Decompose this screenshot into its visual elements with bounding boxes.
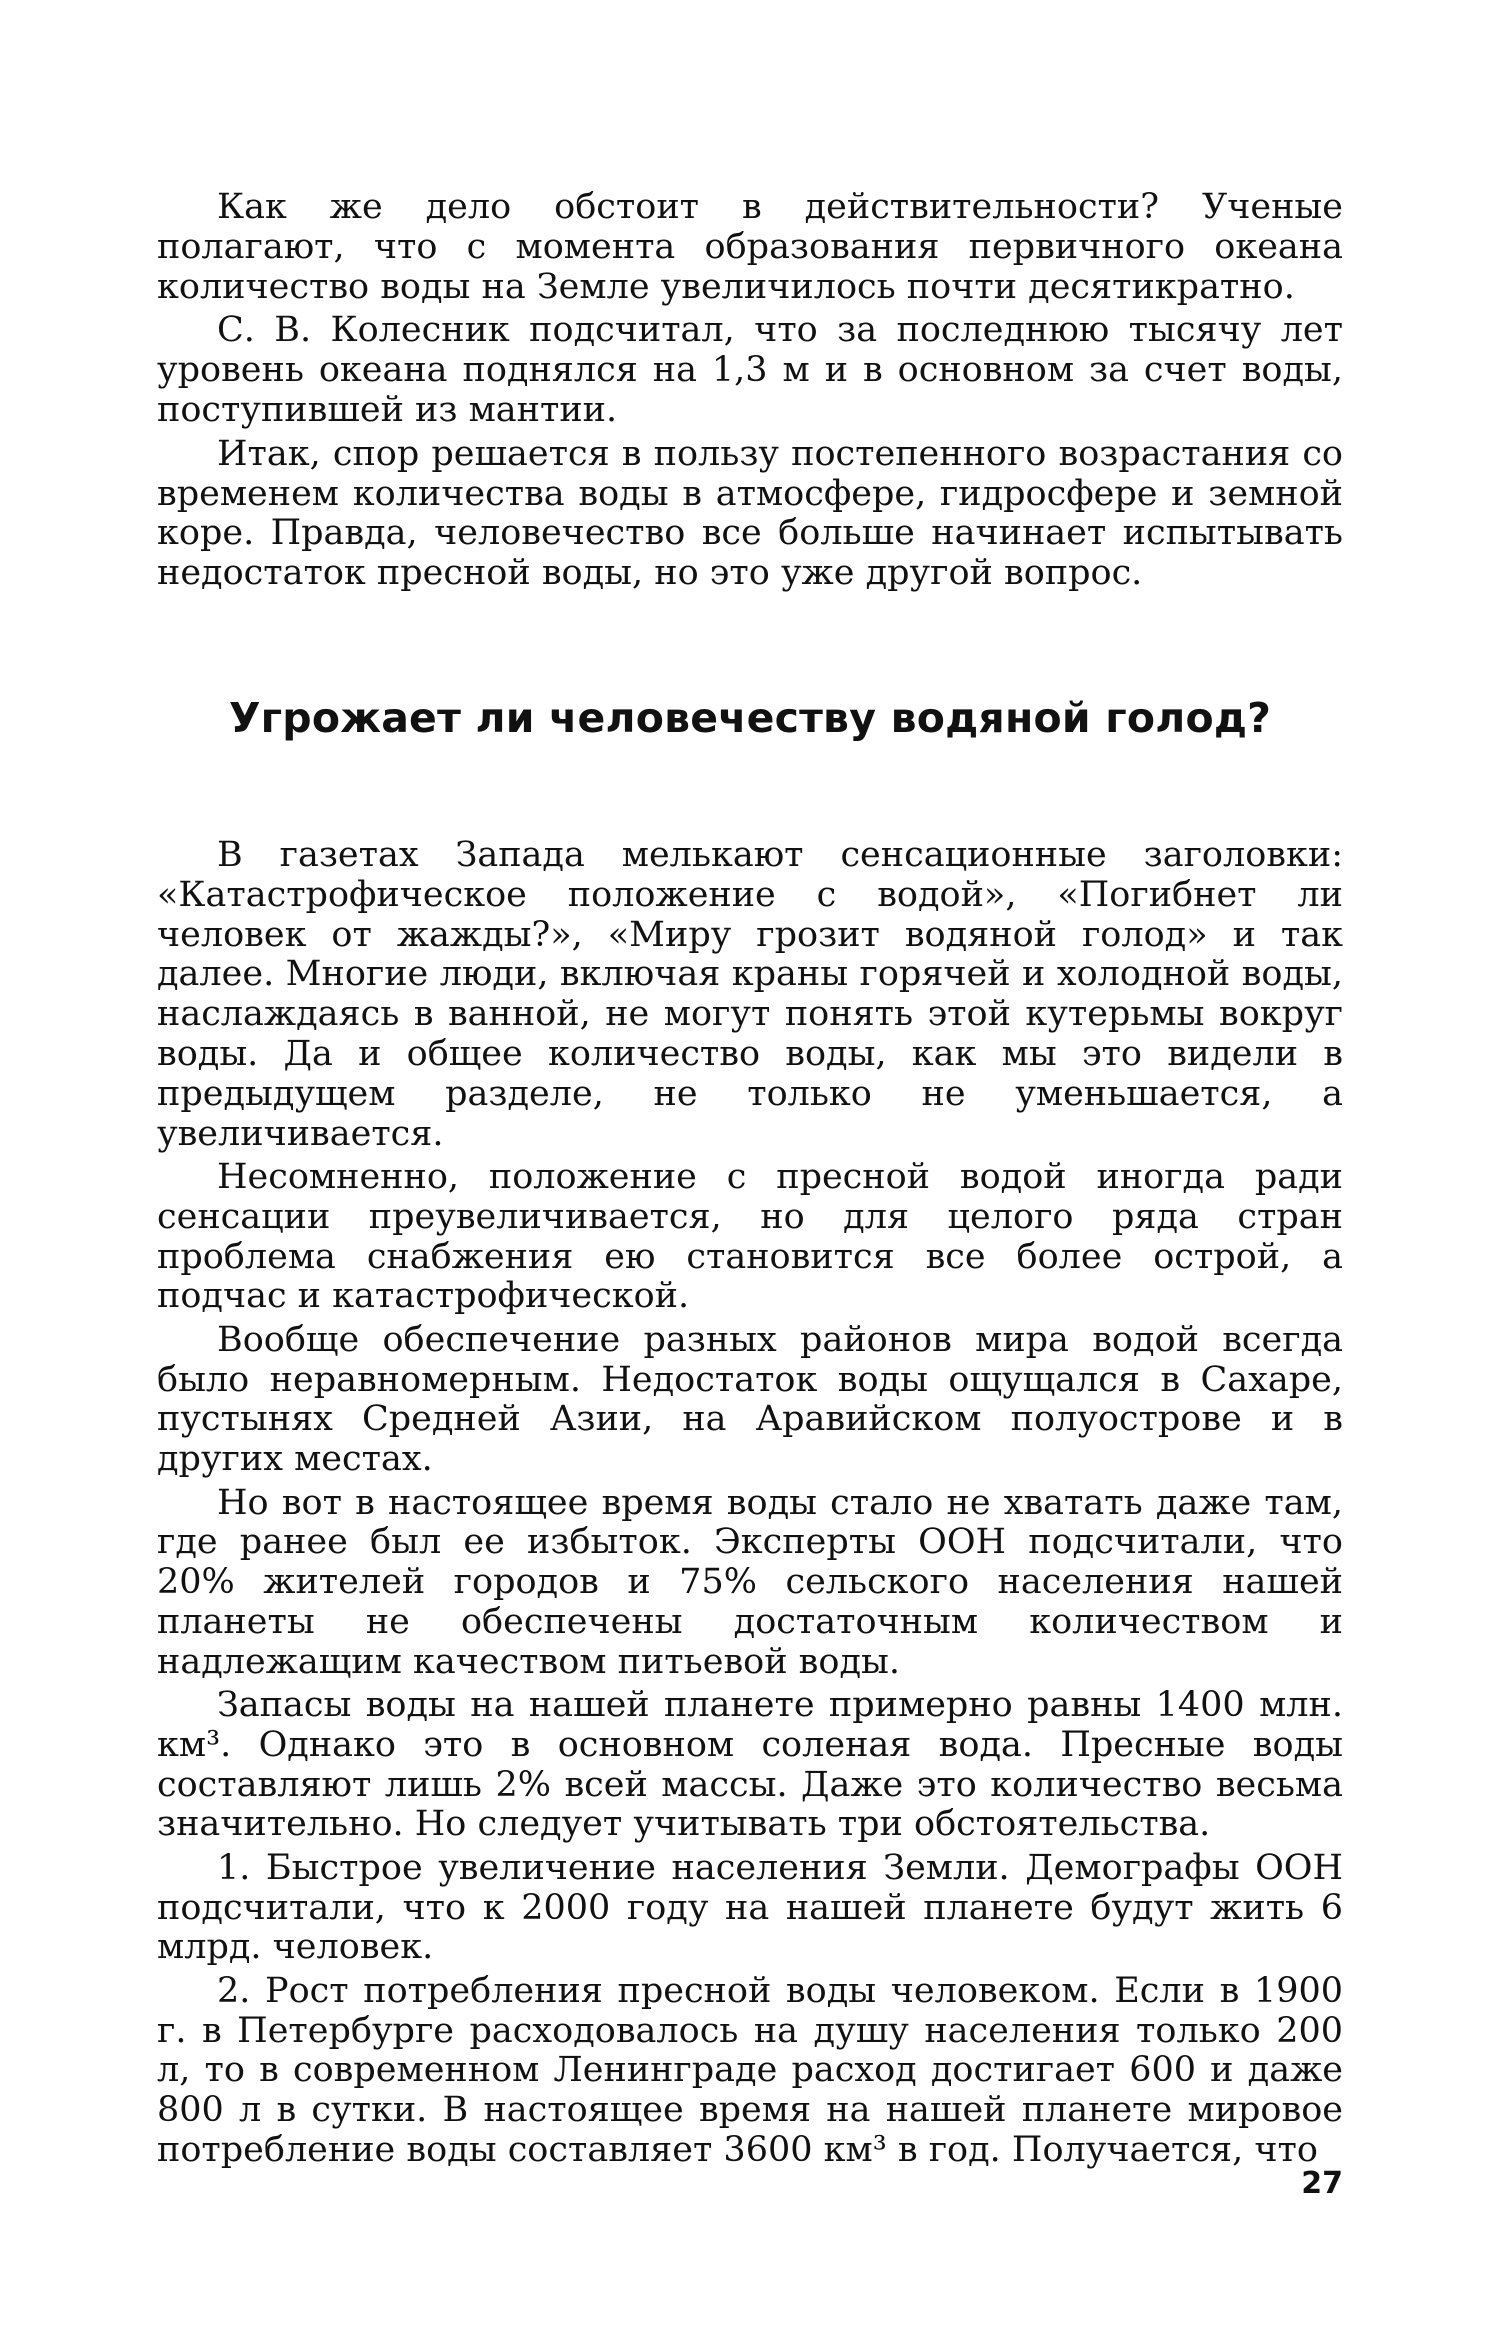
intro-text [157,188,1343,594]
book-page [157,188,1343,2308]
page-number: 27 [1301,2166,1343,2201]
paragraph: Как же дело обстоит в действительности? Ученые полагают, что с момента образования первичного океана количество воды на Земле увеличилось почти десятикратно. [157,187,1343,307]
paragraph: Итак, спор решается в пользу постепенного возрастания со временем количества воды в атмосфере, гидросфере и земной коре. Правда, человечество все больше начинает испытывать недостаток пресной воды, но это уже другой вопрос. [157,433,1343,594]
paragraph: В газетах Запада мелькают сенсационные заголовки: «Катастрофическое положение с водой», «Погибнет ли человек от жажды?», «Миру грозит водяной голод» и так далее. Многие люди, включая краны горячей и холодной воды, наслаждаясь в ванной, не могут понять этой кутерьмы вокруг воды. Да и общее количество воды, как мы это видели в предыдущем разделе, не только не уменьшается, а увеличивается. [157,834,1343,1154]
paragraph: С. В. Колесник подсчитал, что за последнюю тысячу лет уровень океана поднялся на 1,3 м и в основном за счет воды, поступившей из мантии. [157,310,1343,430]
section-title: Угрожает ли человечеству водяной голод? [228,693,1272,742]
paragraph: Запасы воды на нашей планете примерно равны 1400 млн. км³. Однако это в основном соленая вода. Пресные воды составляют лишь 2% всей массы. Даже это количество весьма значительно. Но следует учитывать три обстоятельства. [157,1685,1343,1845]
paragraph: Вообще обеспечение разных районов мира водой всегда было неравномерным. Недостаток воды ощущался в Сахаре, пустынях Средней Азии, на Аравийском полуострове и в других местах. [157,1319,1343,1480]
paragraph: 2. Рост потребления пресной воды человеком. Если в 1900 г. в Петербурге расходовалось на душу населения только 200 л, то в современном Ленинграде расход достигает 600 и даже 800 л в сутки. В настоящее время на нашей планете мировое потребление воды составляет 3600 км³ в год. Получается, что [157,1970,1343,2171]
paragraph: Но вот в настоящее время воды стало не хватать даже там, где ранее был ее избыток. Эксперты ООН подсчитали, что 20% жителей городов и 75% сельского населения нашей планеты не обеспечены достаточным количеством и надлежащим качеством питьевой воды. [157,1482,1343,1682]
paragraph: 1. Быстрое увеличение населения Земли. Демографы ООН подсчитали, что к 2000 году на нашей планете будут жить 6 млрд. человек. [157,1847,1343,1968]
paragraph: Несомненно, положение с пресной водой иногда ради сенсации преувеличивается, но для целого ряда стран проблема снабжения ею становится все более острой, а подчас и катастрофической. [157,1156,1343,1317]
section-body [157,836,1343,2171]
